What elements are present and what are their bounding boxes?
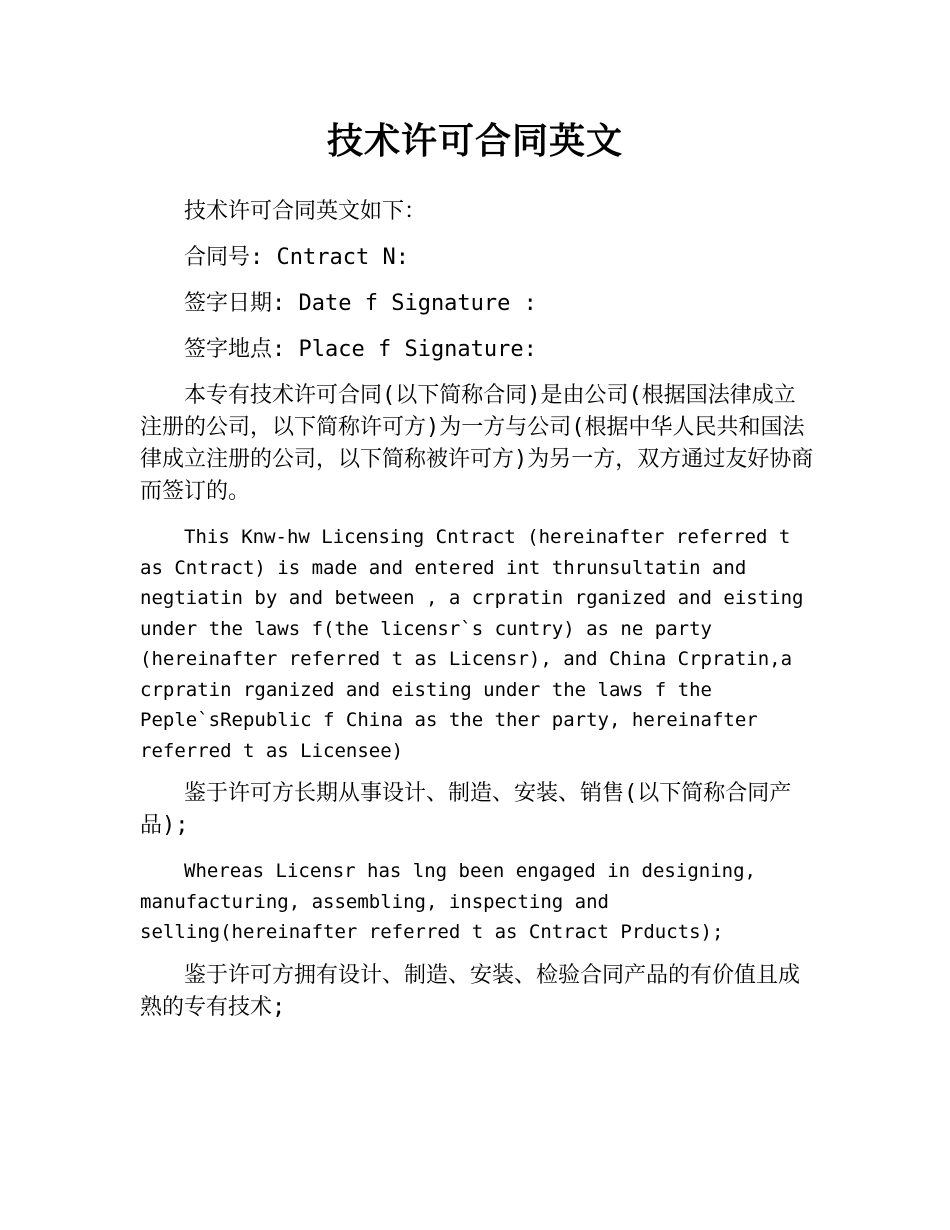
preamble-english-paragraph: This Knw-hw Licensing Cntract (hereinafter referred t as Cntract) is made and entered int thrunsultatin and negtiatin by and between , a crpratin rganized and eisting under the laws f(the licensr`s cuntry) as ne party (hereinafter referred t as Licensr), and China Crpratin,a crpratin rganized and eisting under the laws f the Peple`sRepublic f China as the ther party, hereinafter referred t as Licensee) [140, 526, 804, 762]
whereas-1-english-paragraph: Whereas Licensr has lng been engaged in designing, manufacturing, assembling, inspecting and selling(hereinafter referred t as Cntract Prducts); [140, 860, 756, 943]
document-title: 技术许可合同英文 [326, 121, 623, 162]
whereas-1-chinese-paragraph: 鉴于许可方长期从事设计、制造、安装、销售(以下简称合同产品); [140, 781, 792, 838]
contract-number-line: 合同号: Cntract N: [184, 245, 409, 270]
signature-date-line: 签字日期: Date f Signature : [184, 291, 537, 316]
whereas-2-chinese-paragraph: 鉴于许可方拥有设计、制造、安装、检验合同产品的有价值且成熟的专有技术; [140, 962, 801, 1020]
signature-place-line: 签字地点: Place f Signature: [184, 337, 537, 362]
preamble-chinese-paragraph: 本专有技术许可合同(以下简称合同)是由公司(根据国法律成立注册的公司，以下简称许可方)为一方与公司(根据中华人民共和国法律成立注册的公司，以下简称被许可方)为另一方，双方通过友好协商而签订的。 [140, 383, 814, 504]
document-body [140, 196, 815, 1038]
intro-paragraph: 技术许可合同英文如下： [184, 199, 427, 224]
